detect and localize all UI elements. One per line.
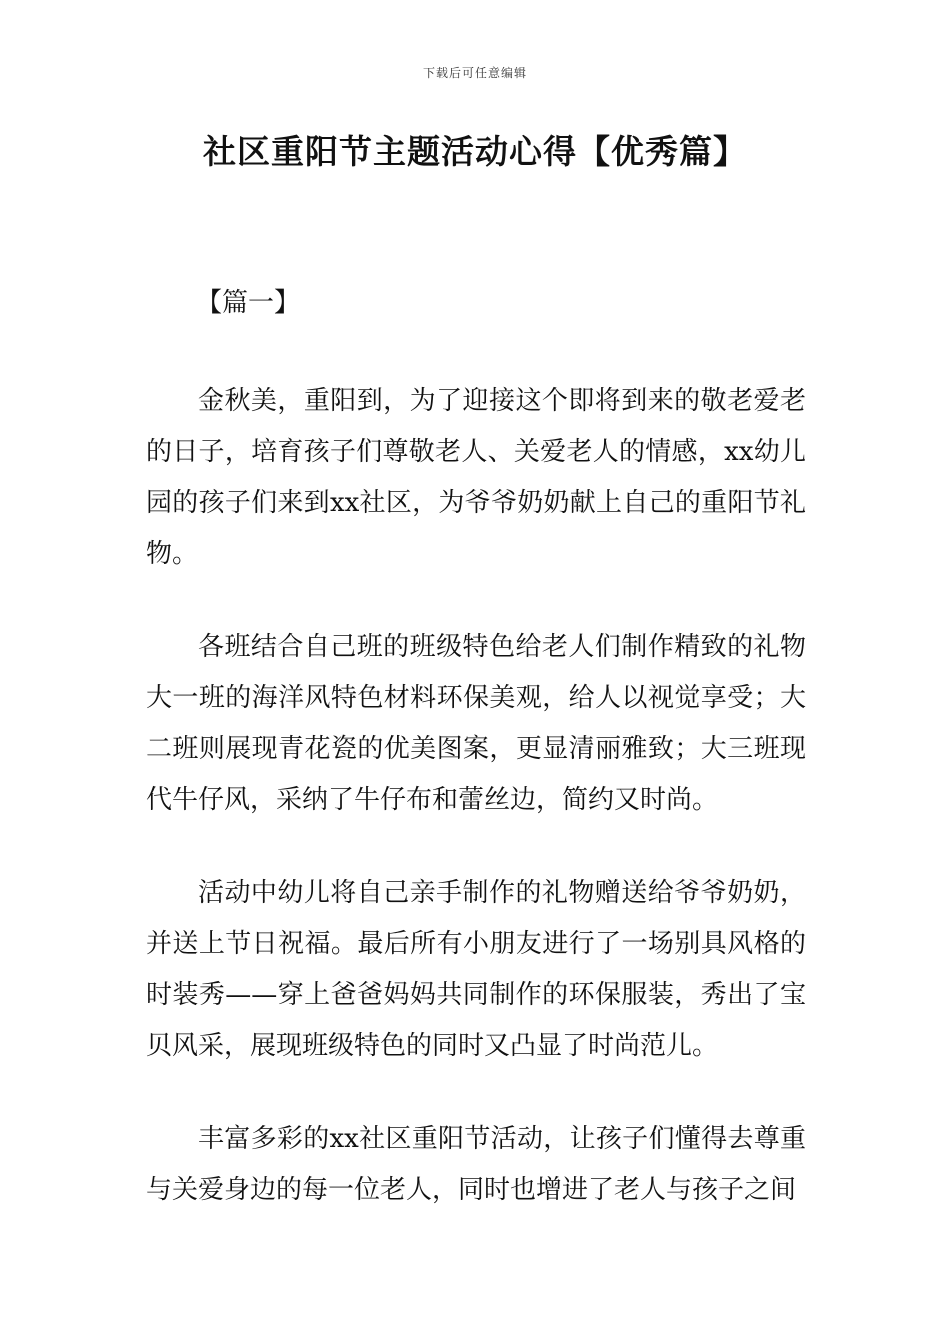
paragraph-2: 各班结合自己班的班级特色给老人们制作精致的礼物大一班的海洋风特色材料环保美观，给人以视觉享受；大二班则展现青花瓷的优美图案，更显清丽雅致；大三班现代牛仔风，采纳了牛仔布和蕾丝边，简约又时尚。 <box>146 632 806 815</box>
paragraph-4: 丰富多彩的xx社区重阳节活动，让孩子们懂得去尊重与关爱身边的每一位老人，同时也增进了老人与孩子之间 <box>146 1124 806 1205</box>
paragraph-3: 活动中幼儿将自己亲手制作的礼物赠送给爷爷奶奶，并送上节日祝福。最后所有小朋友进行了一场别具风格的时装秀——穿上爸爸妈妈共同制作的环保服装，秀出了宝贝风采，展现班级特色的同时又凸显了时尚范儿。 <box>146 878 806 1061</box>
paragraph-1: 金秋美，重阳到，为了迎接这个即将到来的敬老爱老的日子，培育孩子们尊敬老人、关爱老人的情感，xx幼儿园的孩子们来到xx社区，为爷爷奶奶献上自己的重阳节礼物。 <box>146 386 806 569</box>
header-note: 下载后可任意编辑 <box>422 66 527 80</box>
section-heading: 【篇一】 <box>196 288 301 318</box>
document-title: 社区重阳节主题活动心得【优秀篇】 <box>203 132 747 171</box>
